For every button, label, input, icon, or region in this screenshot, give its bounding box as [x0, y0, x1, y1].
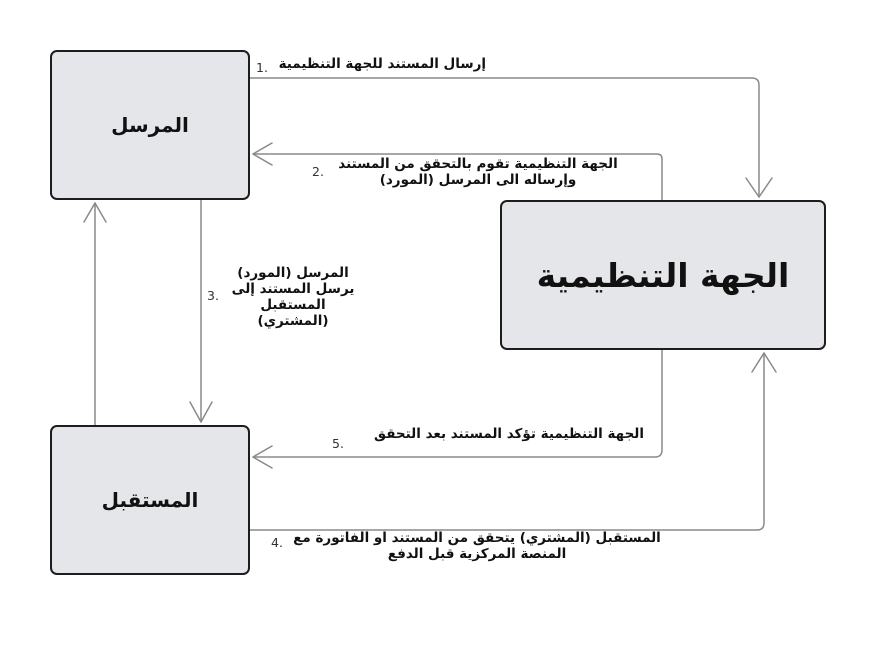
edge-3-line-2: يرسل المستند إلى [231, 281, 355, 297]
receiver-label: المستقبل [101, 488, 199, 512]
edge-5-number: 5. [332, 436, 344, 451]
edge-2-label [326, 156, 630, 188]
edge-3-line-4: (المشتري) [257, 313, 329, 329]
edge-4-label [284, 530, 670, 562]
edge-4-line-2: المنصة المركزية قبل الدفع [387, 546, 567, 562]
regulator-node [500, 200, 826, 350]
edge-3-line-3: المستقبل [260, 297, 326, 313]
edge-1-line-1: إرسال المستند للجهة التنظيمية [278, 56, 486, 72]
edge-2-line-2: وإرساله الى المرسل (المورد) [379, 172, 577, 188]
receiver-node [50, 425, 250, 575]
edge-3-line-1: المرسل (المورد) [237, 265, 349, 281]
edge-3-label [222, 265, 364, 329]
edge-2-number: 2. [312, 164, 324, 179]
sender-label: المرسل [111, 113, 189, 137]
regulator-label: الجهة التنظيمية [536, 255, 790, 295]
sender-node [50, 50, 250, 200]
edge-4-line-1: المستقبل (المشتري) يتحقق من المستند او الفاتورة مع [293, 530, 661, 546]
edge-1-number: 1. [256, 60, 268, 75]
edge-5-label [374, 426, 644, 442]
edge-2-line-1: الجهة التنظيمية تقوم بالتحقق من المستند [338, 156, 618, 172]
edge-4-number: 4. [271, 535, 283, 550]
edge-3-number: 3. [207, 288, 219, 303]
edge-1-label [279, 56, 486, 72]
edge-5-line-1: الجهة التنظيمية تؤكد المستند بعد التحقق [374, 426, 644, 442]
